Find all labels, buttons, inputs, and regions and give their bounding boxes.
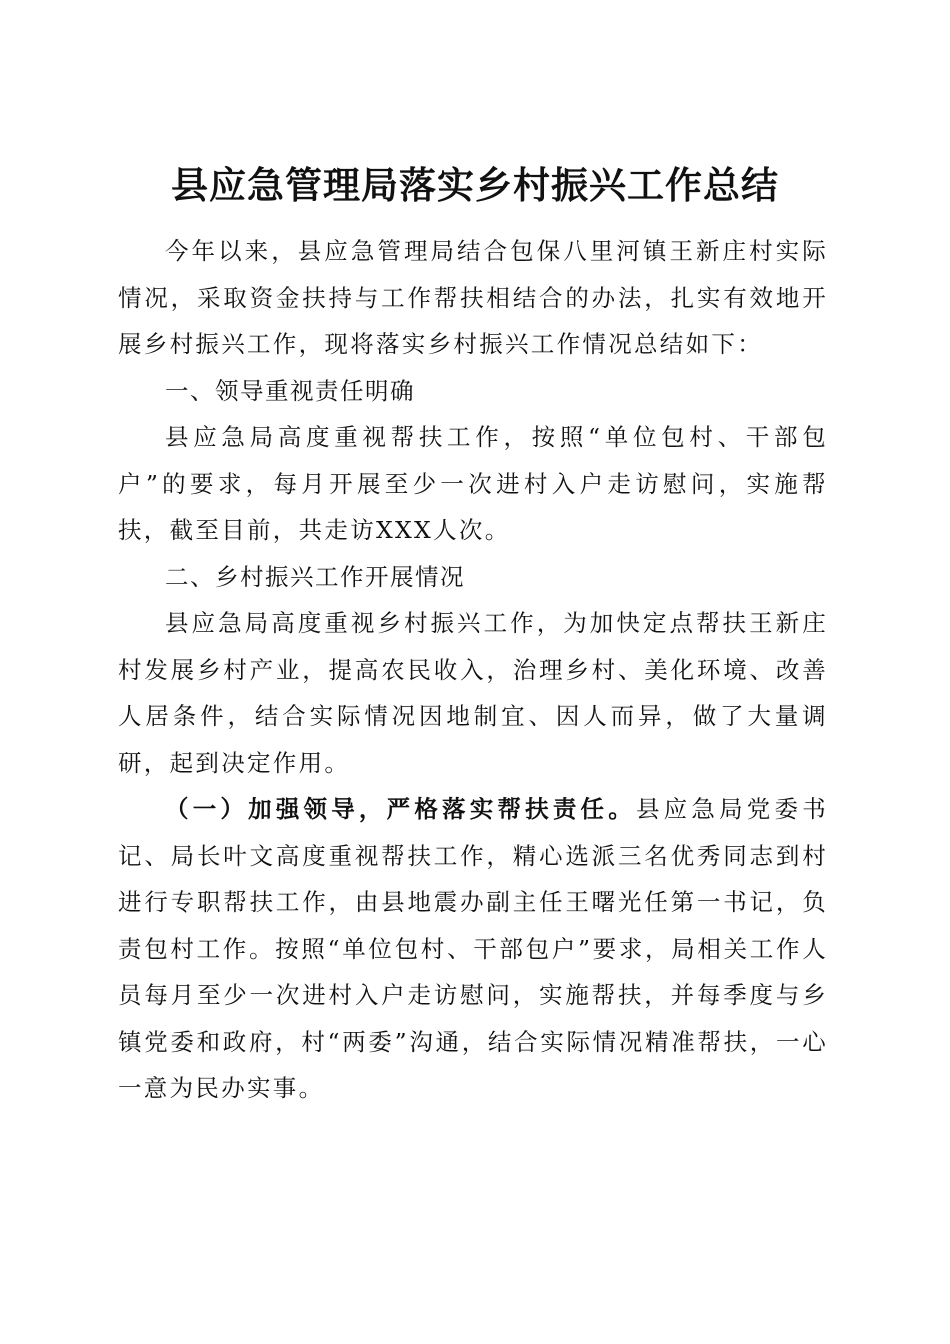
- subsection-1-lead: （一）加强领导，严格落实帮扶责任。: [165, 795, 636, 823]
- subsection-1-paragraph: [118, 786, 828, 1112]
- section-heading-2: 二、乡村振兴工作开展情况: [165, 562, 465, 591]
- section-2-paragraph: 县应急局高度重视乡村振兴工作，为加快定点帮扶王新庄村发展乡村产业，提高农民收入，治理乡村、美化环境、改善人居条件，结合实际情况因地制宜、因人而异，做了大量调研，起到决定作用。: [118, 609, 828, 777]
- section-1-paragraph: 县应急局高度重视帮扶工作，按照“单位包村、干部包户”的要求，每月开展至少一次进村入户走访慰问，实施帮扶，截至目前，共走访XXX人次。: [118, 423, 828, 544]
- subsection-1-body: 县应急局党委书记、局长叶文高度重视帮扶工作，精心选派三名优秀同志到村进行专职帮扶工作，由县地震办副主任王曙光任第一书记，负责包村工作。按照“单位包村、干部包户”要求，局相关工作人员每月至少一次进村入户走访慰问，实施帮扶，并每季度与乡镇党委和政府，村“两委”沟通，结合实际情况精准帮扶，一心一意为民办实事。: [118, 795, 828, 1102]
- document-title: 县应急管理局落实乡村振兴工作总结: [171, 162, 779, 207]
- section-heading-1: 一、领导重视责任明确: [165, 376, 415, 405]
- intro-paragraph: 今年以来，县应急管理局结合包保八里河镇王新庄村实际情况，采取资金扶持与工作帮扶相结合的办法，扎实有效地开展乡村振兴工作，现将落实乡村振兴工作情况总结如下：: [118, 237, 828, 358]
- document-body: [118, 228, 828, 1112]
